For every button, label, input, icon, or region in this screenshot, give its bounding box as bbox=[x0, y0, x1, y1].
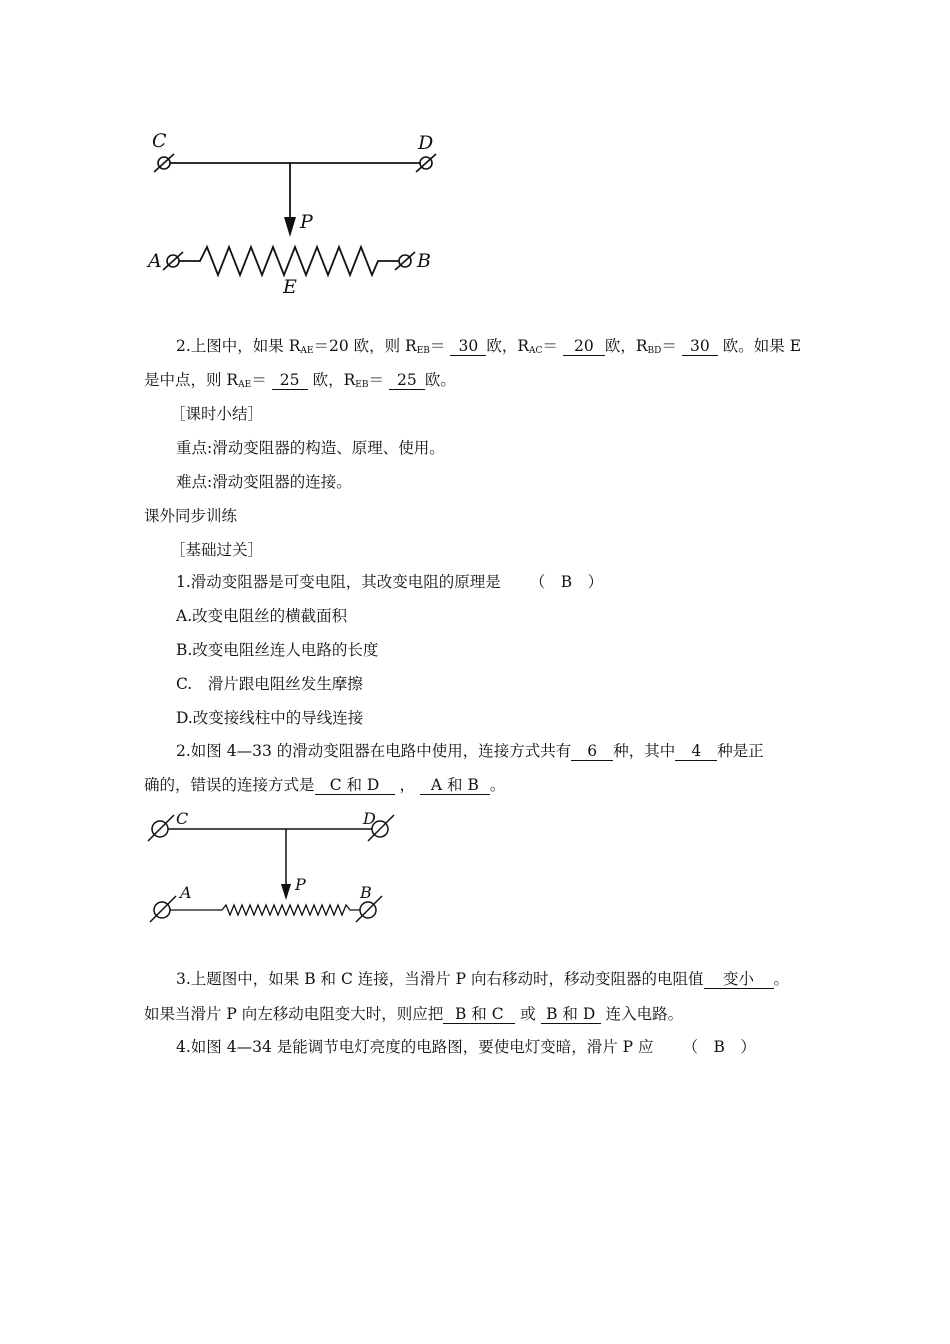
terminal-b-label: B bbox=[417, 250, 431, 272]
mc1-option-b: B.改变电阻丝连人电路的长度 bbox=[176, 641, 379, 659]
answer-option-2: B 和 D bbox=[541, 1005, 601, 1024]
terminal-b-label: B bbox=[360, 883, 372, 902]
fill3-line1 bbox=[176, 969, 789, 989]
summary-difficulty: 难点:滑动变阻器的连接。 bbox=[176, 473, 352, 491]
q2-text: 欧。 bbox=[424, 371, 456, 389]
mc1-option-c: C. 滑片跟电阻丝发生摩擦 bbox=[176, 675, 363, 693]
mc4-answer: （ B ） bbox=[682, 1038, 756, 1056]
mc1-stem-text: 1.滑动变阻器是可变电阻，其改变电阻的原理是 bbox=[176, 573, 501, 591]
q2-text: ＝ bbox=[368, 371, 384, 389]
mc4-stem bbox=[176, 1037, 756, 1057]
answer-reb: 30 bbox=[450, 337, 486, 356]
sub-bd: BD bbox=[647, 346, 662, 356]
fill3-text: 如果当滑片 P 向左移动电阻变大时，则应把 bbox=[144, 1005, 444, 1023]
slider-p-label: P bbox=[300, 211, 313, 233]
sub-ac: AC bbox=[529, 346, 543, 356]
fill3-text: 连入电路。 bbox=[605, 1005, 684, 1023]
terminal-a-symbol bbox=[150, 896, 176, 922]
fill3-text: 或 bbox=[520, 1005, 536, 1023]
q2-text: ＝ bbox=[542, 337, 558, 355]
q2-text: ＝ bbox=[429, 337, 446, 355]
resistor-zigzag bbox=[179, 247, 399, 275]
answer-rae-midpoint: 25 bbox=[272, 371, 308, 390]
answer-correct-connections: 4 bbox=[675, 742, 717, 761]
answer-reb-midpoint: 25 bbox=[389, 371, 425, 390]
answer-total-connections: 6 bbox=[571, 742, 613, 761]
q2-line1 bbox=[176, 336, 801, 361]
sub-ae: AE bbox=[238, 380, 252, 390]
q2-text: 欧，R bbox=[604, 337, 648, 355]
answer-resistance-change: 变小 bbox=[704, 970, 774, 989]
section-title: 课外同步训练 bbox=[144, 507, 238, 525]
fill3-text: 。 bbox=[773, 970, 790, 988]
terminal-d-label: D bbox=[418, 132, 434, 154]
fill2-text: 种是正 bbox=[717, 742, 764, 760]
mc4-stem-text: 4.如图 4—34 是能调节电灯亮度的电路图，要使电灯变暗，滑片 P 应 bbox=[176, 1038, 654, 1056]
summary-heading: ［课时小结］ bbox=[170, 405, 264, 423]
sub-ae: AE bbox=[300, 346, 314, 356]
mc1-stem bbox=[176, 572, 603, 592]
summary-key-points: 重点:滑动变阻器的构造、原理、使用。 bbox=[176, 439, 445, 457]
terminal-a-label: A bbox=[180, 883, 192, 902]
answer-wrong-1: C 和 D bbox=[315, 776, 395, 795]
answer-rac: 20 bbox=[563, 337, 605, 356]
figure-1-rheostat bbox=[140, 125, 450, 300]
fill2-text: 。 bbox=[489, 776, 506, 794]
terminal-a-label: A bbox=[148, 250, 162, 272]
answer-wrong-2: A 和 B bbox=[420, 776, 490, 795]
terminal-d-label: D bbox=[363, 809, 376, 828]
slider-arrowhead bbox=[284, 217, 296, 237]
mc1-option-d: D.改变接线柱中的导线连接 bbox=[176, 709, 364, 727]
fill2-line2 bbox=[144, 775, 505, 795]
q2-text: 欧，R bbox=[486, 337, 530, 355]
terminal-c-label: C bbox=[152, 130, 167, 152]
fill2-text: 2.如图 4—33 的滑动变阻器在电路中使用，连接方式共有 bbox=[176, 742, 572, 760]
mc1-option-a: A.改变电阻丝的横截面积 bbox=[176, 607, 348, 625]
mc1-answer: （ B ） bbox=[529, 573, 604, 591]
terminal-c-label: C bbox=[176, 809, 189, 828]
figure-2-rheostat bbox=[140, 806, 400, 936]
fill2-text: 确的，错误的连接方式是 bbox=[144, 776, 315, 794]
fill2-text: ， bbox=[399, 776, 415, 794]
answer-rbd: 30 bbox=[682, 337, 718, 356]
answer-option-1: B 和 C bbox=[443, 1005, 515, 1024]
resistor-zigzag bbox=[170, 905, 360, 915]
midpoint-e-label: E bbox=[283, 276, 297, 298]
sub-eb: EB bbox=[355, 380, 369, 390]
fill2-line1 bbox=[176, 741, 764, 761]
fill3-line2 bbox=[144, 1004, 683, 1024]
q2-text: 欧，R bbox=[312, 371, 356, 389]
q2-text: ＝ bbox=[661, 337, 677, 355]
q2-text: ＝20 欧，则 R bbox=[313, 337, 417, 355]
q2-text: 2.上图中，如果 R bbox=[176, 337, 301, 355]
q2-text: 是中点，则 R bbox=[144, 371, 239, 389]
slider-p-label: P bbox=[295, 875, 306, 894]
q2-text: ＝ bbox=[251, 371, 267, 389]
q2-text: 欧。如果 E bbox=[722, 337, 802, 355]
slider-arrowhead bbox=[281, 884, 291, 900]
q2-line2 bbox=[144, 370, 456, 395]
fill3-text: 3.上题图中，如果 B 和 C 连接，当滑片 P 向右移动时，移动变阻器的电阻值 bbox=[176, 970, 704, 988]
sub-eb: EB bbox=[416, 346, 430, 356]
terminal-c-symbol bbox=[148, 815, 174, 841]
basic-heading: ［基础过关］ bbox=[170, 541, 264, 559]
fill2-text: 种，其中 bbox=[613, 742, 676, 760]
